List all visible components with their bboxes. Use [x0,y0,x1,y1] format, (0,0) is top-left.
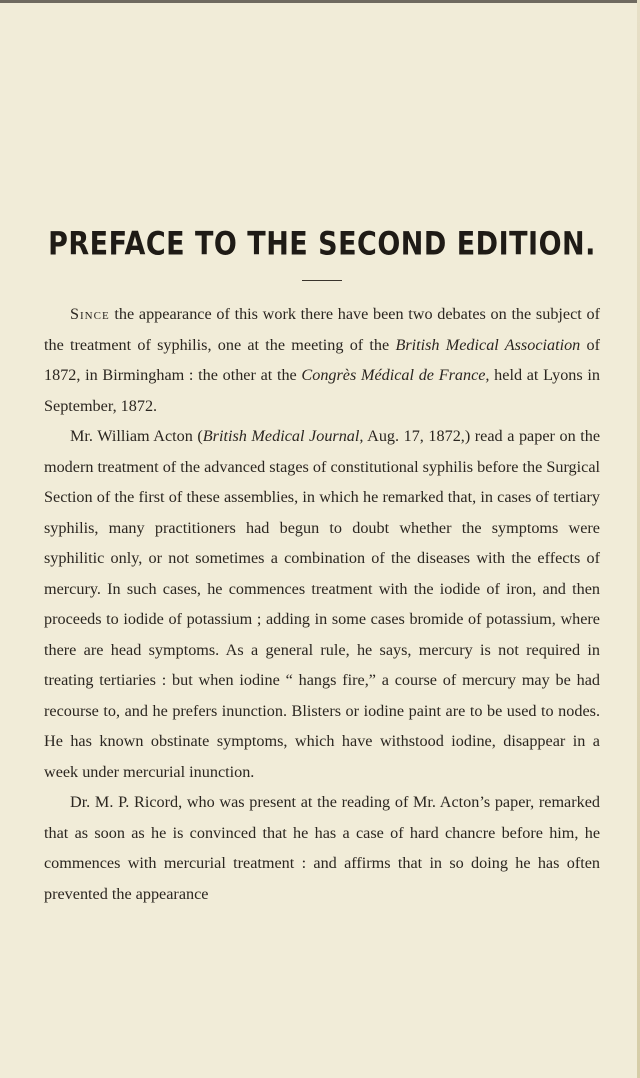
paragraph-1 [44,299,600,421]
paragraph-1-lead: Since [70,305,110,323]
paragraph-2 [44,421,600,787]
paragraph-1-italic-1: British Medical Association [395,335,581,354]
paragraph-1-text-1: the appearance of this work there have been two debates on the subject of the treatment of syphilis, one at the meeting of the [44,305,600,354]
body-text [44,299,600,909]
paragraph-1-italic-2: Congrès Médical de France, [301,366,490,384]
paragraph-1-text-2: of 1872, in Birmingham : the other at the [44,335,601,384]
paragraph-2-text-2: Aug. 17, 1872,) read a paper on the modern treatment of the advanced stages of constitutional syphilis before the Surgical Section of the first of these assemblies, in which he remarked that, in cases of tertiary syphilis, many practitioners had begun to doubt whether the symptoms were syphilitic only, or not sometimes a combination of the diseases with the effects of mercury. In such cases, he commences treatment with the iodide of iron, and then proceeds to iodide of potassium ; adding in some cases bromide of potassium, where there are head symptoms. As a general rule, he says, mercury is not required in treating tertiaries : but when iodine “ hangs fire,” a course of mercury may be had recourse to, and he prefers inunction. Blisters or iodine paint are to be used to nodes. He has known obstinate symptoms, which have withstood iodine, disappear in a week under mercurial inunction. [44,427,600,781]
paragraph-3-text-1: Dr. M. P. Ricord, who was present at the reading of Mr. Acton’s paper, remarked that as soon as he is convinced that he has a case of hard chancre before him, he commences with mercurial treatment : and affirms that in so doing he has often prevented the appearance [44,793,600,903]
paragraph-1-text-3: held at Lyons in September, 1872. [44,366,600,415]
page-title: PREFACE TO THE SECOND EDITION. [48,226,596,263]
title-divider [302,280,342,281]
paragraph-3 [44,787,600,909]
paragraph-2-italic-1: British Medical Journal, [202,427,364,445]
paragraph-2-text-1: Mr. William Acton ( [70,427,203,445]
page [44,0,600,909]
